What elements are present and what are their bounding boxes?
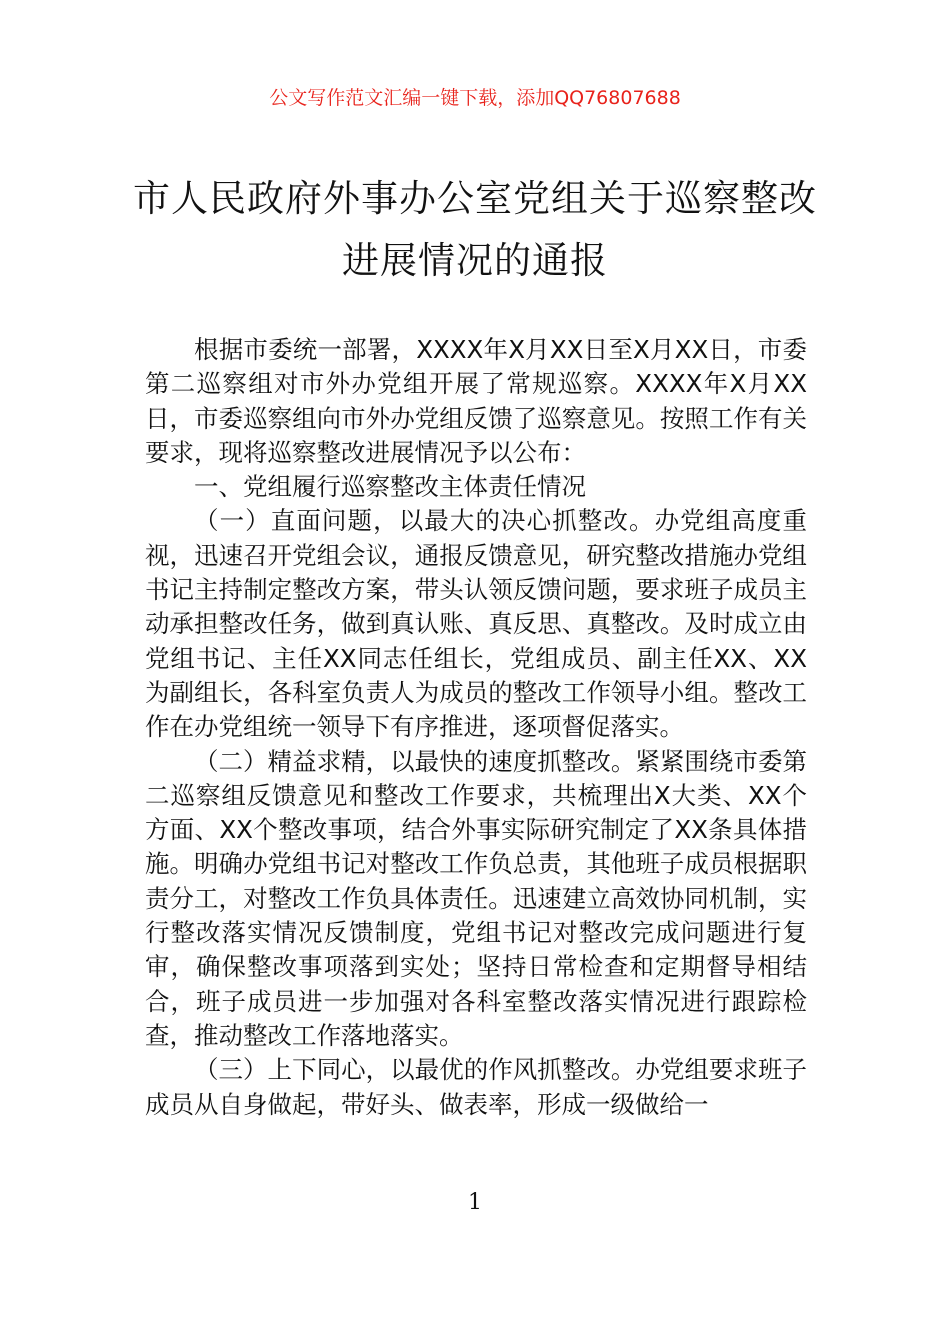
document-title xyxy=(0,168,950,292)
title-line-2: 进展情况的通报 xyxy=(342,239,608,282)
subsection-paragraph-3: （三）上下同心，以最优的作风抓整改。办党组要求班子成员从自身做起，带好头、做表率，形成一级做给一 xyxy=(145,1055,807,1119)
document-body xyxy=(145,333,807,1122)
intro-paragraph: 根据市委统一部署，XXXX年X月XX日至X月XX日，市委第二巡察组对市外办党组开展了常规巡察。XXXX年X月XX日，市委巡察组向市外办党组反馈了巡察意见。按照工作有关要求，现将巡察整改进展情况予以公布： xyxy=(145,335,807,467)
title-line-1: 市人民政府外事办公室党组关于巡察整改 xyxy=(133,177,817,220)
subsection-paragraph-1: （一）直面问题，以最大的决心抓整改。办党组高度重视，迅速召开党组会议，通报反馈意见，研究整改措施办党组书记主持制定整改方案，带头认领反馈问题，要求班子成员主动承担整改任务，做到真认账、真反思、真整改。及时成立由党组书记、主任XX同志任组长，党组成员、副主任XX、XX为副组长，各科室负责人为成员的整改工作领导小组。整改工作在办党组统一领导下有序推进，逐项督促落实。 xyxy=(145,506,807,742)
section-heading-1: 一、党组履行巡察整改主体责任情况 xyxy=(194,472,586,502)
download-banner: 公文写作范文汇编一键下载，添加QQ76807688 xyxy=(269,87,681,109)
page-number: 1 xyxy=(468,1190,482,1215)
subsection-paragraph-2: （二）精益求精，以最快的速度抓整改。紧紧围绕市委第二巡察组反馈意见和整改工作要求，共梳理出X大类、XX个方面、XX个整改事项，结合外事实际研究制定了XX条具体措施。明确办党组书记对整改工作负总责，其他班子成员根据职责分工，对整改工作负具体责任。迅速建立高效协同机制，实行整改落实情况反馈制度，党组书记对整改完成问题进行复审，确保整改事项落到实处；坚持日常检查和定期督导相结合，班子成员进一步加强对各科室整改落实情况进行跟踪检查，推动整改工作落地落实。 xyxy=(145,746,807,1050)
